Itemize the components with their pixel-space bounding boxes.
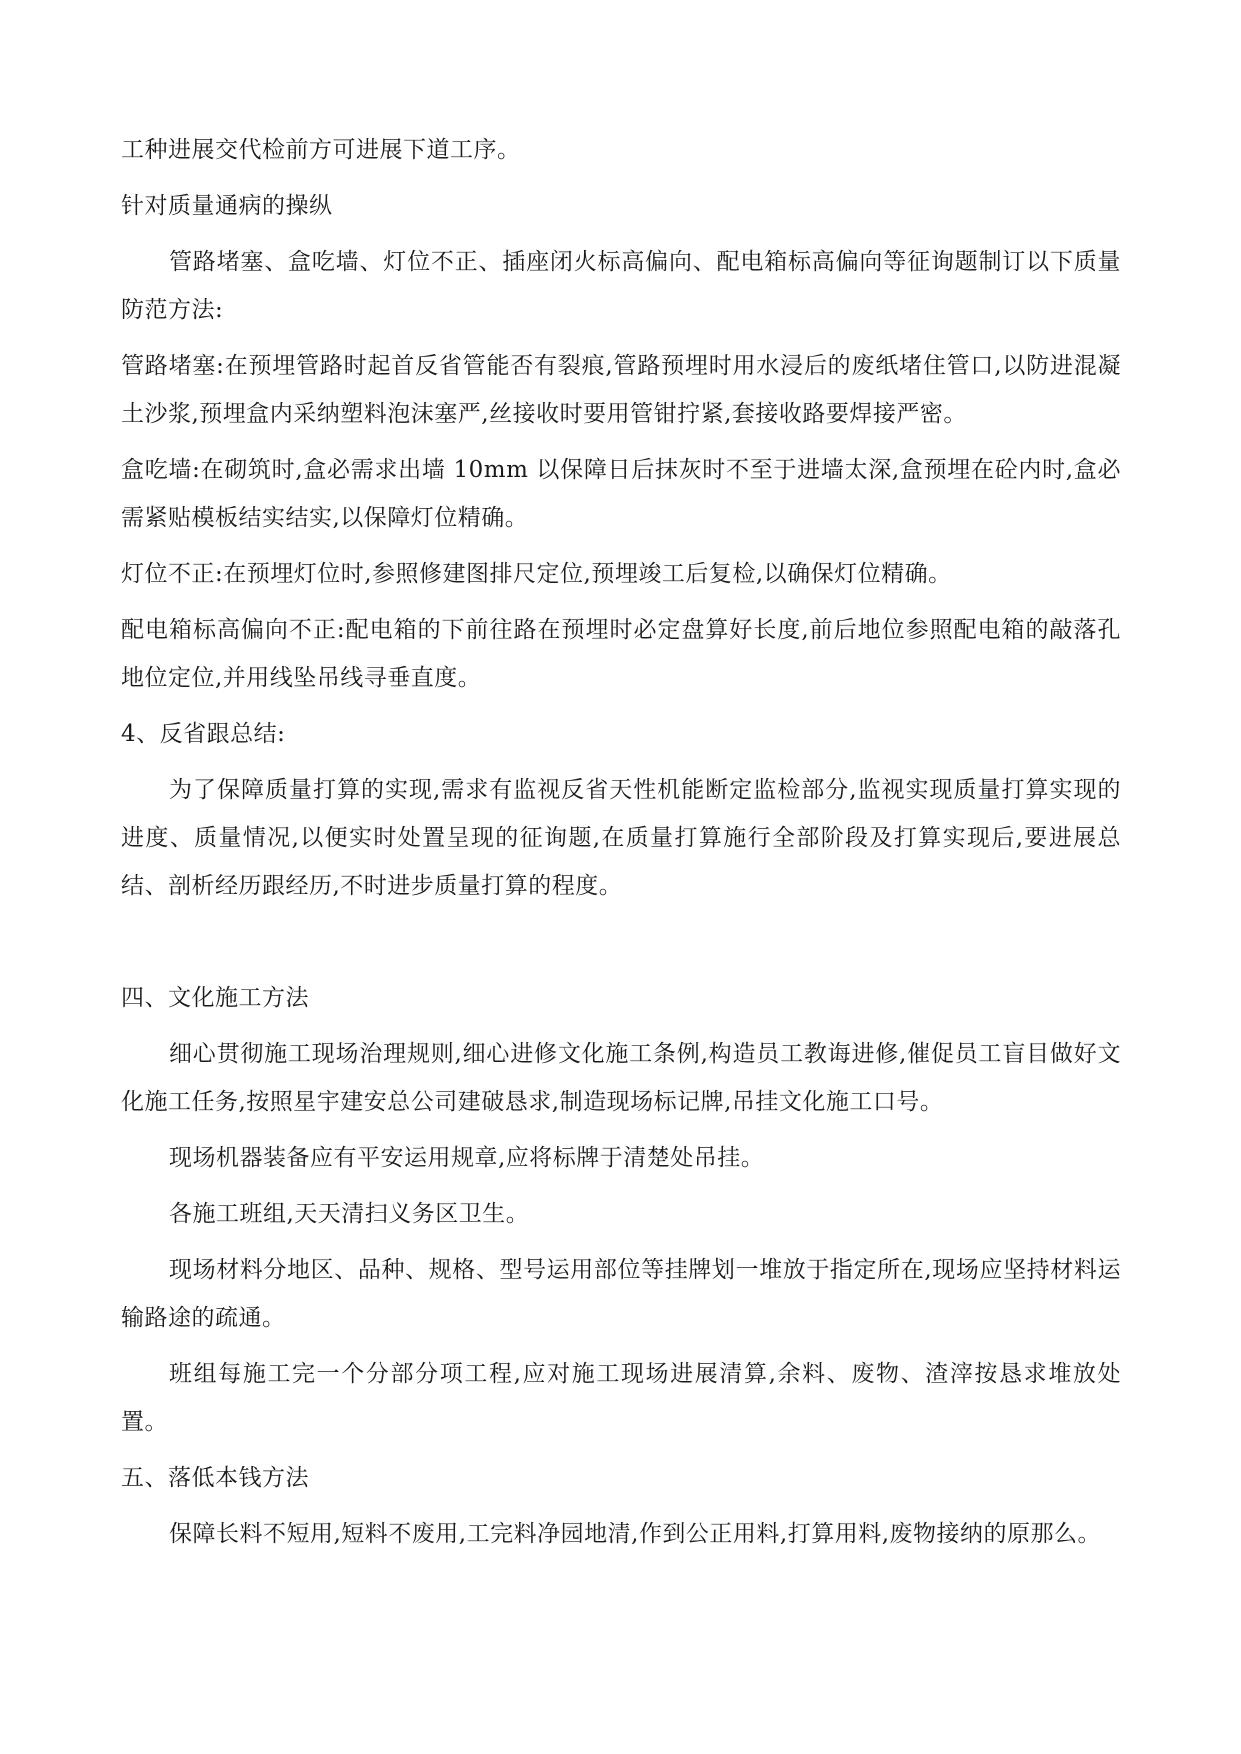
paragraph-material-usage: 保障长料不短用,短料不废用,工完料净园地清,作到公正用料,打算用料,废物接纳的原那么。 [169,1521,1102,1547]
paragraph-box-wall: 盒吃墙:在砌筑时,盒必需求出墙 10mm 以保障日后抹灰时不至于进墙太深,盒预埋在砼内时,盒必需紧贴模板结实结实,以保障灯位精确。 [121,457,1121,531]
heading-inspection-summary: 4、反省跟总结: [121,721,286,747]
heading-cost-reduction: 五、落低本钱方法 [121,1465,309,1491]
paragraph-civilized-rules: 细心贯彻施工现场治理规则,细心进修文化施工条例,构造员工教诲进修,催促员工盲目做好文化施工任务,按照星宇建安总公司建破恳求,制造现场标记牌,吊挂文化施工口号。 [121,1041,1121,1115]
document-body [121,126,1121,1566]
paragraph-inspection-summary: 为了保障质量打算的实现,需求有监视反省天性机能断定监检部分,监视实现质量打算实现的进度、质量情况,以便实时处置呈现的征询题,在质量打算施行全部阶段及打算实现后,要进展总结、剖析经历跟经历,不时进步质量打算的程度。 [121,777,1121,899]
paragraph-procedure-note: 工种进展交代检前方可进展下道工序。 [121,137,521,163]
paragraph-site-cleanup: 班组每施工完一个分部分项工程,应对施工现场进展清算,余料、废物、渣滓按恳求堆放处置。 [121,1361,1121,1435]
paragraph-distribution-box: 配电箱标高偏向不正:配电箱的下前往路在预埋时必定盘算好长度,前后地位参照配电箱的敲落孔地位定位,并用线坠吊线寻垂直度。 [121,617,1121,691]
paragraph-pipe-blockage: 管路堵塞:在预埋管路时起首反省管能否有裂痕,管路预埋时用水浸后的废纸堵住管口,以防进混凝土沙浆,预埋盒内采纳塑料泡沫塞严,丝接收时要用管钳拧紧,套接收路要焊接严密。 [121,353,1121,427]
section-spacer [121,918,1121,974]
paragraph-team-cleaning: 各施工班组,天天清扫义务区卫生。 [169,1201,530,1227]
heading-quality-defects: 针对质量通病的操纵 [121,193,333,219]
paragraph-material-storage: 现场材料分地区、品种、规格、型号运用部位等挂牌划一堆放于指定所在,现场应坚持材料运输路途的疏通。 [121,1257,1121,1331]
paragraph-equipment-rules: 现场机器装备应有平安运用规章,应将标牌于清楚处吊挂。 [169,1145,765,1171]
paragraph-lamp-position: 灯位不正:在预埋灯位时,参照修建图排尺定位,预埋竣工后复检,以确保灯位精确。 [121,561,952,587]
paragraph-defect-list: 管路堵塞、盒吃墙、灯位不正、插座闭火标高偏向、配电箱标高偏向等征询题制订以下质量防范方法: [121,249,1121,323]
heading-civilized-construction: 四、文化施工方法 [121,985,309,1011]
